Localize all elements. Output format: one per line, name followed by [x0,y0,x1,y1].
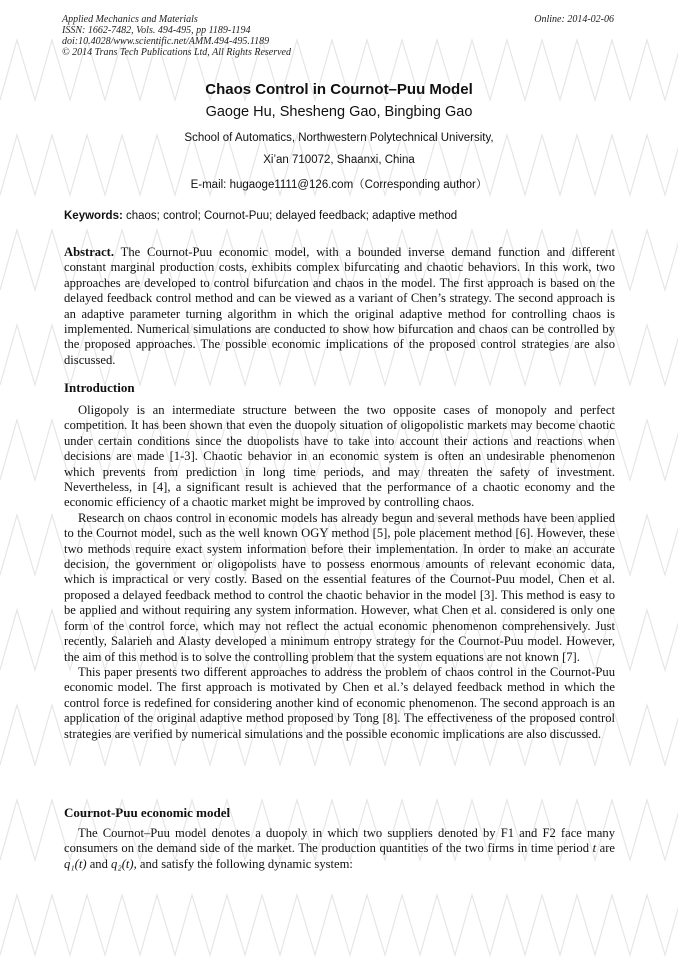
var-q2: q₂(t) [111,856,134,871]
affiliation-line-2: Xi’an 710072, Shaanxi, China [263,154,415,166]
copyright-line: © 2014 Trans Tech Publications Ltd, All Rights Reserved [62,47,291,58]
affiliation-line-1: School of Automatics, Northwestern Polytechnical University, [184,132,494,144]
intro-paragraph-1: Oligopoly is an intermediate structure between the two opposite cases of monopoly and perfect competition. It has been shown that even the duopoly situation of oligopolistic markets may become chaotic under certain conditions since the duopolists have to take into account their actions and reactions when decisions are made [1-3]. Chaotic behavior in an economic system is often an undesirable phenomenon which prevents from prediction in long time periods, and may threaten the safety of investment. Nevertheless, in [4], a significant result is achieved that the performance of a chaotic economy and the economic efficiency of a chaotic market might be improved by controlling chaos. [64,403,615,510]
keywords-label: Keywords: [64,210,123,222]
var-q1: q₁(t) [64,856,87,871]
journal-header [62,14,291,58]
email-line: E-mail: hugaoge1111@126.com（Corresponding author） [190,179,488,191]
journal-name: Applied Mechanics and Materials [62,14,198,25]
word-and: and [86,856,112,871]
paper-title: Chaos Control in Cournot–Puu Model [205,81,473,98]
section-heading-introduction: Introduction [64,380,135,395]
intro-paragraph-3: This paper presents two different approaches to address the problem of chaos control in the Cournot-Puu economic model. The first approach is motivated by Chen et al.’s delayed feedback method in which the control force is redefined for considering another kind of economic phenomenon. The second approach is an application of the original adaptive method proposed by Tong [8]. The effectiveness of the proposed control strategies are verified by numerical simulations and the possible economic implications are also discussed. [64,664,615,741]
model-text-b: , and satisfy the following dynamic system: [133,856,353,871]
model-body [64,826,615,872]
abstract [64,245,615,368]
issn-line: ISSN: 1662-7482, Vols. 494-495, pp 1189-1194 [62,25,251,36]
abstract-label: Abstract. [64,245,115,259]
online-date: Online: 2014-02-06 [534,14,614,25]
word-are: are [596,841,615,856]
model-paragraph-1 [64,826,615,872]
abstract-text: The Cournot-Puu economic model, with a bounded inverse demand function and different constant marginal production costs, exhibits complex bifurcating and chaotic behaviors. In this work, two approaches are developed to control bifurcation and chaos in the model. The first approach is based on the delayed feedback control method and can be viewed as a variant of Chen’s strategy. The second approach is an adaptive parameter turning algorithm in which the original adaptive method for controlling chaos is implemented. Numerical simulations are conducted to show how bifurcation and chaos can be controlled by the proposed approaches. The possible economic implications of the proposed control strategies are also discussed. [64,245,615,367]
var-t: t [592,841,597,856]
introduction-body [64,403,615,742]
intro-paragraph-2: Research on chaos control in economic models has already begun and several methods have been applied to the Cournot model, such as the well known OGY method [5], pole placement method [6]. However, these two methods require exact system information before their implementation. In order to make an accurate decision, the government or oligopolists have to possess enormous amounts of relevant economic data, which is impractical or very costly. Based on the essential features of the Cournot-Puu model, Chen et al. proposed a delayed feedback method to control the chaotic behavior in the model [3]. This method is easy to be applied and without requiring any system information. However, what Chen et al. considered is only one form of the control force, which may not reflect the actual economic phenomenon comprehensively. Just recently, Salarieh and Alasty developed a minimum entropy strategy for the Cournot-Puu model. However, the aim of this method is to solve the controlling problem that the system equations are not known [7]. [64,510,615,664]
keywords-text: chaos; control; Cournot-Puu; delayed feedback; adaptive method [122,210,458,222]
doi-line: doi:10.4028/www.scientific.net/AMM.494-495.1189 [62,36,270,47]
keywords [64,210,457,222]
section-heading-model: Cournot-Puu economic model [64,805,231,820]
model-text-a: The Cournot–Puu model denotes a duopoly in which two suppliers denoted by F1 and F2 face many consumers on the demand side of the market. The production quantities of the two firms in time period [64,826,615,856]
paper-authors: Gaoge Hu, Shesheng Gao, Bingbing Gao [205,104,473,120]
